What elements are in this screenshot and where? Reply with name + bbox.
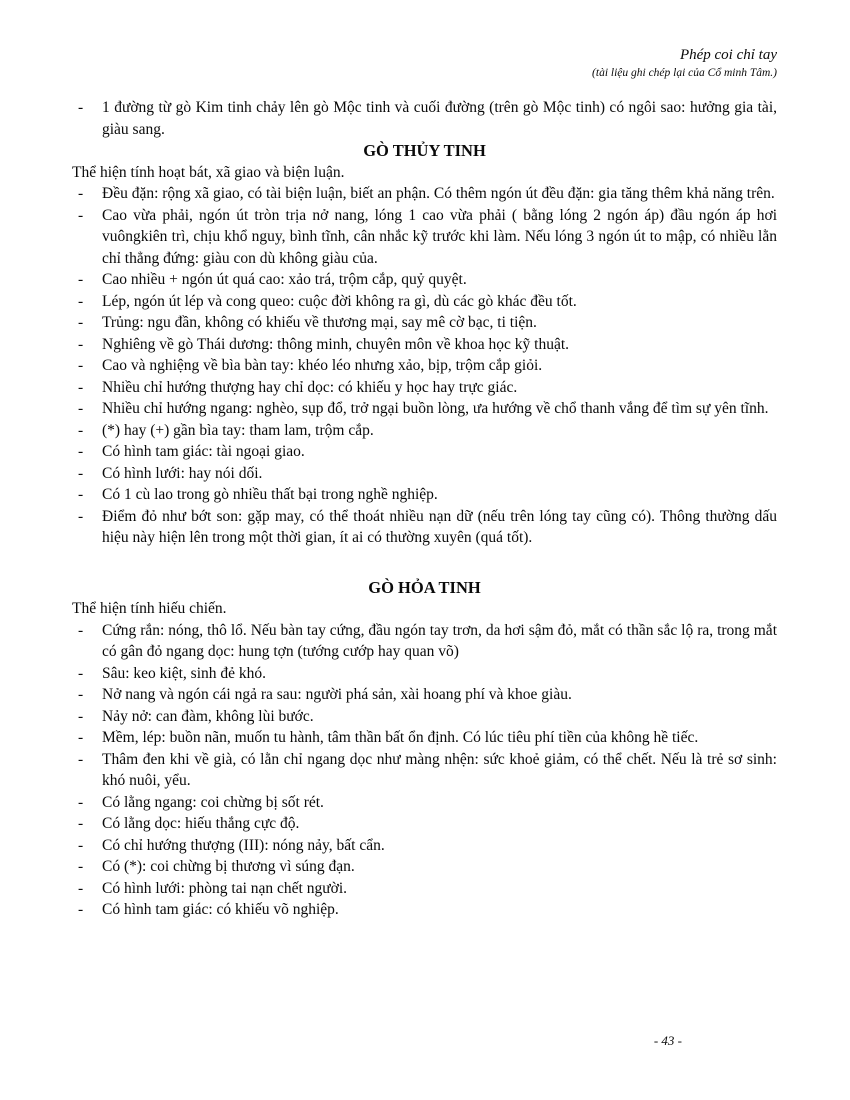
page-header — [72, 45, 777, 81]
bullet-dash: - — [78, 314, 84, 331]
section-list — [72, 183, 777, 549]
list-item-text: Thâm đen khi về già, có lằn chỉ ngang dọc như màng nhện: sức khoẻ giảm, có thể chết. Nếu là trẻ sơ sinh: khó nuôi, yểu. — [102, 750, 777, 789]
list-item — [72, 183, 777, 205]
bullet-dash: - — [78, 271, 84, 288]
list-item-text: Mềm, lép: buồn nãn, muốn tu hành, tâm thần bất ổn định. Có lúc tiêu phí tiền của không hề tiếc. — [102, 729, 699, 746]
list-item — [72, 484, 777, 506]
section-lead: Thể hiện tính hoạt bát, xã giao và biện luận. — [72, 163, 345, 181]
section — [72, 577, 777, 921]
list-item-text: Điểm đỏ như bớt son: gặp may, có thể thoát nhiều nạn dữ (nếu trên lóng tay cũng có). Thông thường dấu hiệu này hiện lên trong một thời gian, ít ai có thường xuyên (quá tốt). — [102, 507, 777, 546]
section-lead: Thể hiện tính hiếu chiến. — [72, 600, 227, 617]
section — [72, 140, 777, 549]
bullet-dash: - — [78, 486, 84, 503]
list-item-text: Cứng rắn: nóng, thô lổ. Nếu bàn tay cứng, đầu ngón tay trơn, da hơi sậm đỏ, mắt có thần sắc lộ ra, trong mắt có gân đỏ ngang dọc: hung tợn (tướng cướp hay quan võ) — [102, 621, 777, 660]
bullet-dash: - — [78, 815, 84, 832]
list-item-text: Có lằng ngang: coi chừng bị sốt rét. — [102, 793, 324, 811]
document-body — [72, 97, 777, 921]
section-heading: GÒ HỎA TINH — [368, 577, 481, 597]
sections-container — [72, 140, 777, 921]
page-number: - 43 - — [653, 1033, 682, 1048]
list-item-text: Cao nhiều + ngón út quá cao: xảo trá, trộm cắp, quỷ quyệt. — [102, 271, 467, 288]
bullet-dash: - — [78, 836, 84, 854]
section-list — [72, 620, 777, 921]
list-item — [72, 749, 777, 792]
document-title: Phép coi chỉ tay — [679, 47, 777, 63]
bullet-dash: - — [78, 206, 84, 224]
list-item-text: Cao và nghiệng về bìa bàn tay: khéo léo nhưng xảo, bịp, trộm cắp giỏi. — [102, 357, 543, 374]
list-item-text: Nhiều chỉ hướng thượng hay chỉ dọc: có khiếu y học hay trực giác. — [102, 378, 518, 396]
list-item — [72, 420, 777, 442]
list-item-text: Có chỉ hướng thượng (III): nóng nảy, bất cẩn. — [102, 836, 385, 854]
list-item-text: Sâu: keo kiệt, sinh đẻ khó. — [102, 664, 267, 682]
list-item — [72, 856, 777, 878]
list-item — [72, 205, 777, 270]
list-item-text: (*) hay (+) gần bìa tay: tham lam, trộm cắp. — [102, 421, 374, 439]
list-item-text: Có hình lưới: hay nói dối. — [102, 464, 263, 482]
list-item-text: Nở nang và ngón cái ngả ra sau: người phá sản, xài hoang phí và khoe giàu. — [102, 686, 572, 703]
list-item-text: Cao vừa phải, ngón út tròn trịa nở nang, lóng 1 cao vừa phải ( bằng lóng 2 ngón áp) đầu ngón áp hơi vuôngkiên trì, chịu khổ nguy, bình tĩnh, cân nhắc kỹ trước khi làm. Nếu lóng 3 ngón út to mập, có nhiều lằn chỉ thẳng đứng: giàu con dù không giàu của. — [102, 206, 777, 267]
bullet-dash: - — [78, 357, 84, 374]
list-item-text: Nhiều chỉ hướng ngang: nghèo, sụp đổ, trở ngại buồn lòng, ưa hướng về chổ thanh vắng để tìm sự yên tĩnh. — [102, 400, 769, 417]
list-item — [72, 792, 777, 814]
list-item — [72, 398, 777, 420]
list-item — [72, 441, 777, 463]
bullet-dash: - — [78, 421, 84, 439]
list-item — [72, 355, 777, 377]
intro-list — [72, 97, 777, 140]
list-item — [72, 620, 777, 663]
bullet-dash: - — [78, 400, 84, 417]
bullet-dash: - — [78, 707, 84, 725]
list-item — [72, 291, 777, 313]
list-item-text: Có hình lưới: phòng tai nạn chết người. — [102, 879, 348, 897]
bullet-dash: - — [78, 729, 84, 746]
list-item-text: Có hình tam giác: tài ngoại giao. — [102, 443, 305, 460]
bullet-dash: - — [78, 99, 84, 116]
list-item-text: 1 đường từ gò Kim tinh chảy lên gò Mộc tinh và cuối đường (trên gò Mộc tinh) có ngôi sao: hưởng gia tài, giàu sang. — [102, 99, 777, 138]
list-item-text: Có hình tam giác: có khiếu võ nghiệp. — [102, 901, 339, 918]
list-item-text: Có (*): coi chừng bị thương vì súng đạn. — [102, 858, 355, 875]
document-subtitle: (tài liệu ghi chép lại của Cổ minh Tâm.) — [592, 67, 777, 79]
bullet-dash: - — [78, 292, 84, 310]
list-item — [72, 706, 777, 728]
list-item-text: Trủng: ngu đần, không có khiếu về thương mại, say mê cờ bạc, ti tiện. — [102, 314, 537, 331]
list-item — [72, 377, 777, 399]
list-item — [72, 463, 777, 485]
list-item-text: Nghiêng về gò Thái dương: thông minh, chuyên môn về khoa học kỹ thuật. — [102, 335, 570, 353]
list-item — [72, 835, 777, 857]
list-item — [72, 878, 777, 900]
bullet-dash: - — [78, 378, 84, 396]
bullet-dash: - — [78, 621, 84, 639]
list-item — [72, 506, 777, 549]
bullet-dash: - — [78, 750, 84, 768]
list-item — [72, 269, 777, 291]
bullet-dash: - — [78, 793, 84, 811]
bullet-dash: - — [78, 335, 84, 353]
section-heading: GÒ THỦY TINH — [363, 141, 486, 160]
list-item — [72, 727, 777, 749]
list-item — [72, 684, 777, 706]
list-item-text: Đều đặn: rộng xã giao, có tài biện luận, biết an phận. Có thêm ngón út đều đặn: gia tăng thêm khả năng trên. — [102, 185, 775, 202]
list-item-text: Nảy nở: can đàm, không lùi bước. — [102, 707, 314, 725]
list-item — [72, 663, 777, 685]
list-item — [72, 813, 777, 835]
bullet-dash: - — [78, 464, 84, 482]
bullet-dash: - — [78, 901, 84, 918]
bullet-dash: - — [78, 879, 84, 897]
bullet-dash: - — [78, 858, 84, 875]
bullet-dash: - — [78, 443, 84, 460]
bullet-dash: - — [78, 507, 84, 525]
list-item-text: Có 1 cù lao trong gò nhiều thất bại trong nghề nghiệp. — [102, 486, 438, 503]
list-item — [72, 312, 777, 334]
list-item — [72, 334, 777, 356]
list-item-text: Lép, ngón út lép và cong queo: cuộc đời không ra gì, dù các gò khác đều tốt. — [102, 292, 577, 310]
list-item-text: Có lằng dọc: hiếu thắng cực độ. — [102, 815, 300, 832]
list-item — [72, 97, 777, 140]
bullet-dash: - — [78, 185, 84, 202]
bullet-dash: - — [78, 686, 84, 703]
list-item — [72, 899, 777, 921]
bullet-dash: - — [78, 664, 84, 682]
